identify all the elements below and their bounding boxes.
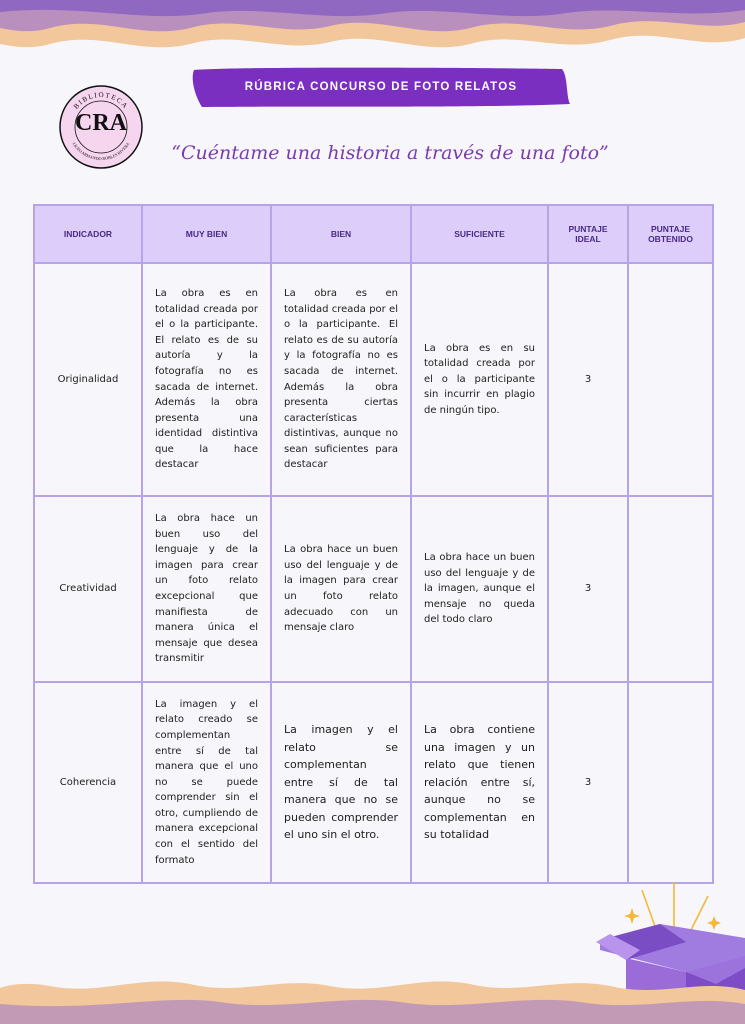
cell-indicador: Creatividad	[34, 496, 142, 682]
header-puntaje-ideal: PUNTAJE IDEAL	[548, 205, 628, 263]
cell-suficiente: La obra hace un buen uso del lenguaje y de la imagen, aunque el mensaje no queda del todo claro	[411, 496, 548, 682]
header-indicador: INDICADOR	[34, 205, 142, 263]
cell-bien: La imagen y el relato se complementan entre sí de tal manera que no se pueden comprender el uno sin el otro.	[271, 682, 411, 883]
cell-bien: La obra hace un buen uso del lenguaje y de la imagen para crear un foto relato adecuado con un mensaje claro	[271, 496, 411, 682]
header-puntaje-obtenido: PUNTAJE OBTENIDO	[628, 205, 713, 263]
bottom-wave-decoration	[0, 974, 745, 1024]
cell-puntaje-ideal: 3	[548, 263, 628, 496]
cell-puntaje-ideal: 3	[548, 682, 628, 883]
table-header-row	[34, 205, 713, 263]
title-banner	[190, 66, 572, 108]
table-row	[34, 682, 713, 883]
table-row	[34, 496, 713, 682]
cell-indicador: Originalidad	[34, 263, 142, 496]
cell-muy-bien: La obra hace un buen uso del lenguaje y de la imagen para crear un foto relato excepcional que manifiesta de manera única el mensaje que desea transmitir	[142, 496, 271, 682]
table-row	[34, 263, 713, 496]
cell-muy-bien: La obra es en totalidad creada por el o la participante. El relato es de su autoría y la fotografía no es sacada de internet. Además la obra presenta una identidad distintiva que la hace destacar	[142, 263, 271, 496]
cell-suficiente: La obra contiene una imagen y un relato que tienen relación entre sí, aunque no se complementan en su totalidad	[411, 682, 548, 883]
cell-puntaje-obtenido[interactable]	[628, 263, 713, 496]
cell-puntaje-obtenido[interactable]	[628, 682, 713, 883]
rubric-table	[33, 204, 714, 884]
logo-ring-top: BIBLIOTECA	[72, 90, 130, 111]
page-title: RÚBRICA CONCURSO DE FOTO RELATOS	[244, 81, 518, 93]
cell-indicador: Coherencia	[34, 682, 142, 883]
cell-puntaje-ideal: 3	[548, 496, 628, 682]
top-wave-decoration	[0, 0, 745, 60]
cell-suficiente: La obra es en su totalidad creada por el o la participante sin incurrir en plagio de ningún tipo.	[411, 263, 548, 496]
logo-abbr: CRA	[75, 110, 127, 136]
cell-bien: La obra es en totalidad creada por el o la participante. El relato es de su autoría y la fotografía no es sacada de internet. Además la obra presenta ciertas características distintivas, aunque no sean suficientes para destacar	[271, 263, 411, 496]
cra-logo	[58, 84, 144, 170]
cell-puntaje-obtenido[interactable]	[628, 496, 713, 682]
header-muy-bien: MUY BIEN	[142, 205, 271, 263]
cell-muy-bien: La imagen y el relato creado se complementan entre sí de tal manera que el uno no se puede comprender sin el otro, cumpliendo de manera excepcional con el sentido del formato	[142, 682, 271, 883]
page-subtitle: “Cuéntame una historia a través de una foto”	[171, 142, 609, 164]
header-suficiente: SUFICIENTE	[411, 205, 548, 263]
logo-ring-bottom: LICEO ARMANDO ROBLES RIVERA	[71, 141, 131, 162]
header-bien: BIEN	[271, 205, 411, 263]
